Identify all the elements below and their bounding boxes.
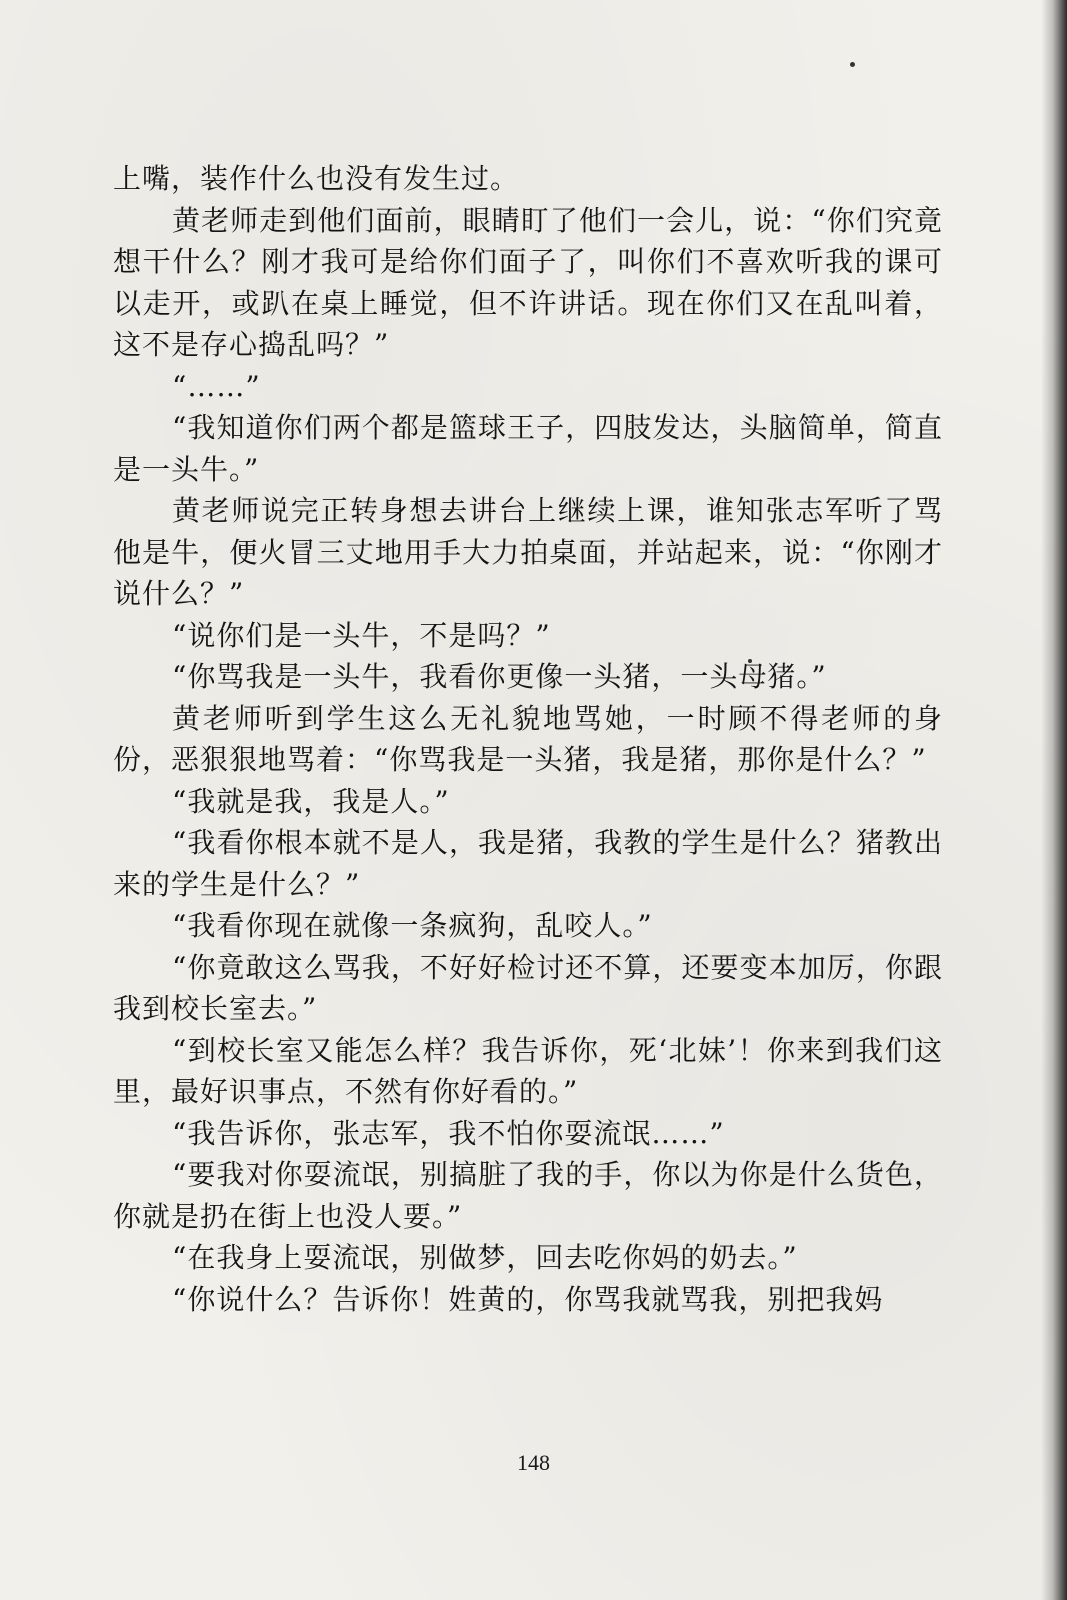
paragraph: 黄老师说完正转身想去讲台上继续上课，谁知张志军听了骂他是牛，便火冒三丈地用手大力拍桌面，并站起来，说：“你刚才说什么？” — [113, 494, 943, 610]
paragraph: “要我对你耍流氓，别搞脏了我的手，你以为你是什么货色，你就是扔在街上也没人要。” — [113, 1158, 943, 1233]
page-number: 148 — [517, 1450, 550, 1475]
paragraph: “到校长室又能怎么样？我告诉你，死‘北妹’！你来到我们这里，最好识事点，不然有你好看的。” — [113, 1033, 943, 1108]
paragraph: “我看你现在就像一条疯狗，乱咬人。” — [172, 909, 653, 942]
body-text — [113, 158, 943, 1320]
ink-speck — [850, 62, 855, 67]
paragraph: “你竟敢这么骂我，不好好检讨还不算，还要变本加厉，你跟我到校长室去。” — [113, 950, 943, 1025]
paragraph: “你说什么？告诉你！姓黄的，你骂我就骂我，别把我妈 — [172, 1282, 884, 1316]
paragraph: 上嘴，装作什么也没有发生过。 — [113, 162, 520, 195]
paragraph: 黄老师听到学生这么无礼貌地骂她，一时顾不得老师的身份，恶狠狠地骂着：“你骂我是一头猪，我是猪，那你是什么？” — [113, 701, 943, 776]
paragraph: “我知道你们两个都是篮球王子，四肢发达，头脑简单，简直是一头牛。” — [113, 411, 943, 486]
paragraph: “你骂我是一头牛，我看你更像一头猪，一头母猪。” — [172, 660, 827, 693]
paragraph: 黄老师走到他们面前，眼睛盯了他们一会儿，说：“你们究竟想干什么？刚才我可是给你们面子了，叫你们不喜欢听我的课可以走开，或趴在桌上睡觉，但不许讲话。现在你们又在乱叫着，这不是存心捣乱吗？” — [113, 203, 943, 361]
paragraph: “我告诉你，张志军，我不怕你耍流氓……” — [172, 1116, 725, 1150]
paragraph: “我就是我，我是人。” — [172, 784, 450, 818]
paragraph: “说你们是一头牛，不是吗？” — [172, 618, 551, 652]
paragraph: “在我身上耍流氓，别做梦，回去吃你妈的奶去。” — [172, 1241, 798, 1274]
paragraph: “……” — [172, 369, 261, 403]
page-edge-shadow — [1041, 0, 1067, 1600]
paragraph: “我看你根本就不是人，我是猪，我教的学生是什么？猪教出来的学生是什么？” — [113, 826, 943, 901]
